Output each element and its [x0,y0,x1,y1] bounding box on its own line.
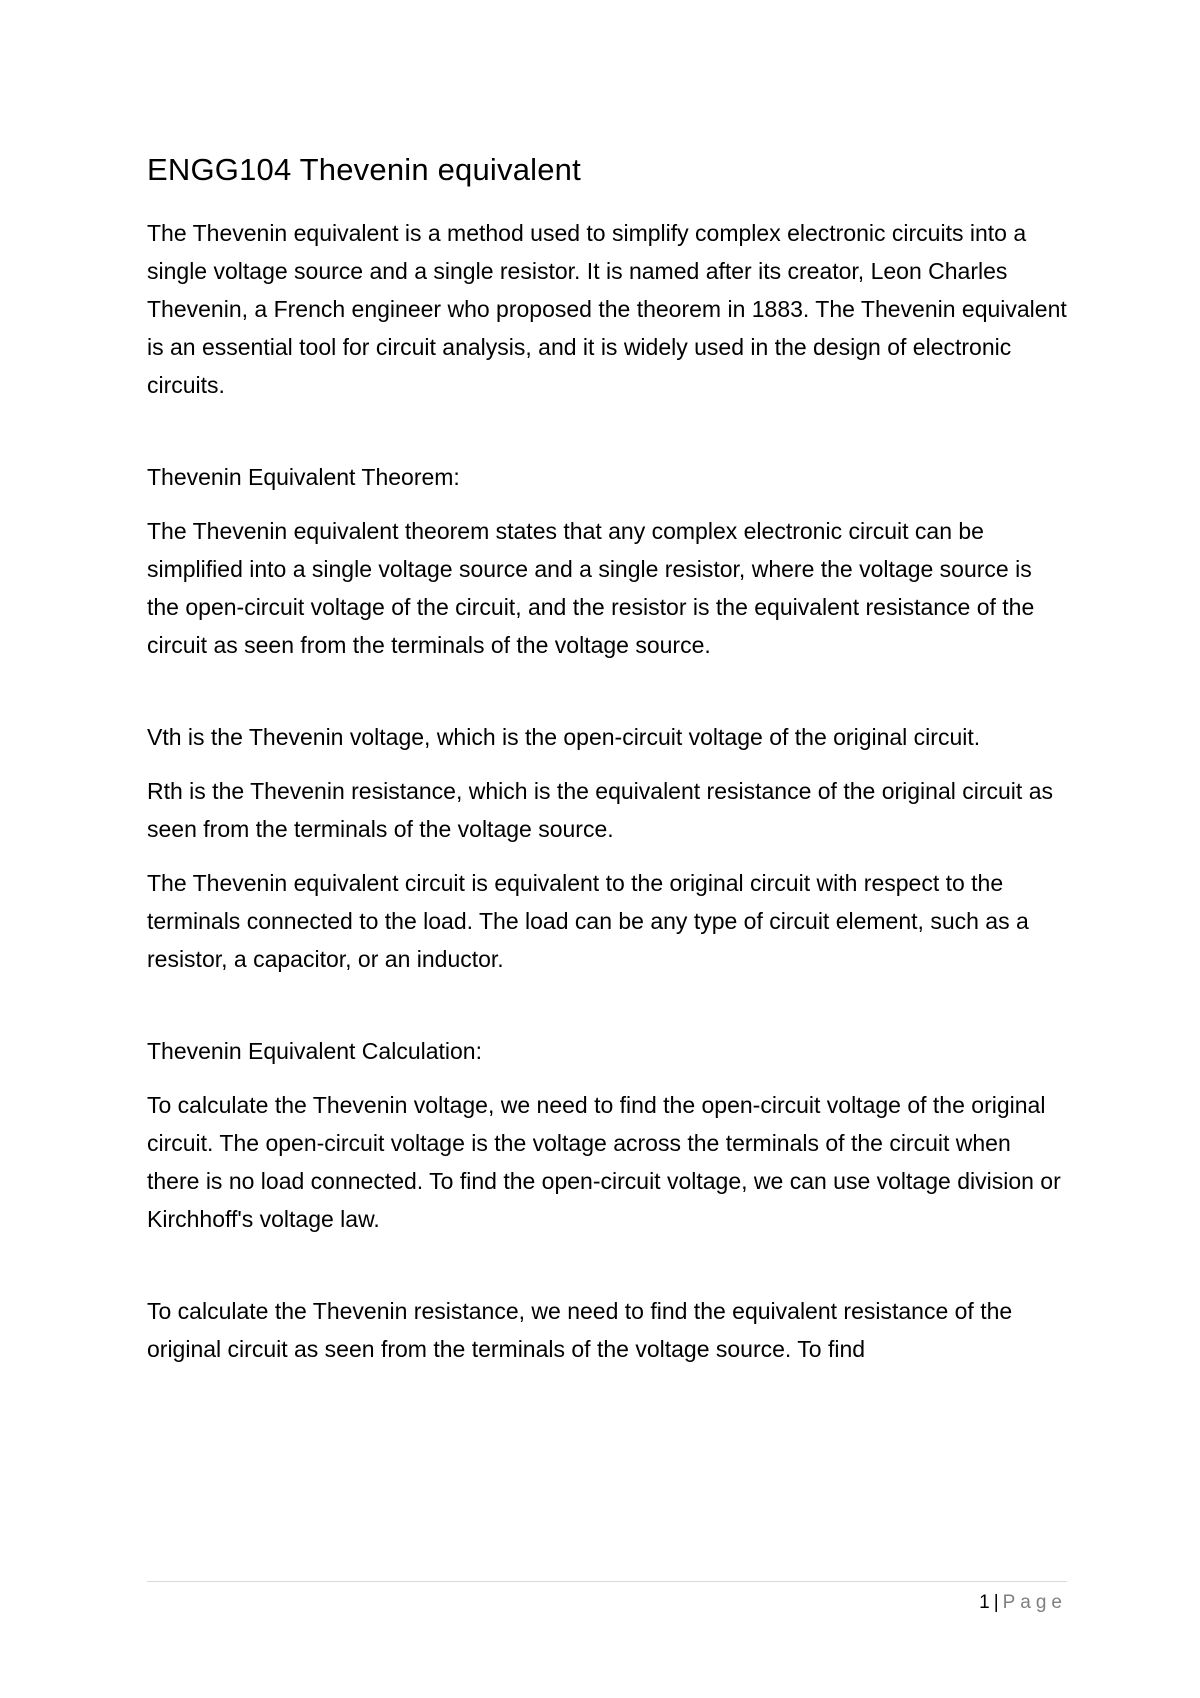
rth-paragraph: Rth is the Thevenin resistance, which is the equivalent resistance of the original circuit as seen from the terminals of the voltage source. [147,778,1053,842]
vth-paragraph: Vth is the Thevenin voltage, which is the open-circuit voltage of the original circuit. [147,724,981,750]
document-title: ENGG104 Thevenin equivalent [147,152,581,187]
page-content [147,148,1067,1368]
section-heading-calculation: Thevenin Equivalent Calculation: [147,1038,482,1064]
vth-calculation-paragraph: To calculate the Thevenin voltage, we need to find the open-circuit voltage of the original circuit. The open-circuit voltage is the voltage across the terminals of the circuit when there is no load connected. To find the open-circuit voltage, we can use voltage division or Kirchhoff's voltage law. [147,1092,1061,1232]
section-heading-theorem: Thevenin Equivalent Theorem: [147,464,460,490]
footer-separator: | [993,1592,999,1613]
footer-divider [147,1581,1067,1582]
equivalent-circuit-paragraph: The Thevenin equivalent circuit is equivalent to the original circuit with respect to the terminals connected to the load. The load can be any type of circuit element, such as a resistor, a capacitor, or an inductor. [147,870,1029,972]
intro-paragraph: The Thevenin equivalent is a method used to simplify complex electronic circuits into a single voltage source and a single resistor. It is named after its creator, Leon Charles Thevenin, a French engineer who proposed the theorem in 1883. The Thevenin equivalent is an essential tool for circuit analysis, and it is widely used in the design of electronic circuits. [147,220,1067,398]
rth-calculation-paragraph: To calculate the Thevenin resistance, we need to find the equivalent resistance of the original circuit as seen from the terminals of the voltage source. To find [147,1298,1013,1362]
theorem-paragraph: The Thevenin equivalent theorem states that any complex electronic circuit can be simplified into a single voltage source and a single resistor, where the voltage source is the open-circuit voltage of the circuit, and the resistor is the equivalent resistance of the circuit as seen from the terminals of the voltage source. [147,518,1035,658]
page-footer [979,1590,1067,1616]
page-label: Page [1002,1592,1067,1613]
page-number: 1 [979,1592,990,1613]
